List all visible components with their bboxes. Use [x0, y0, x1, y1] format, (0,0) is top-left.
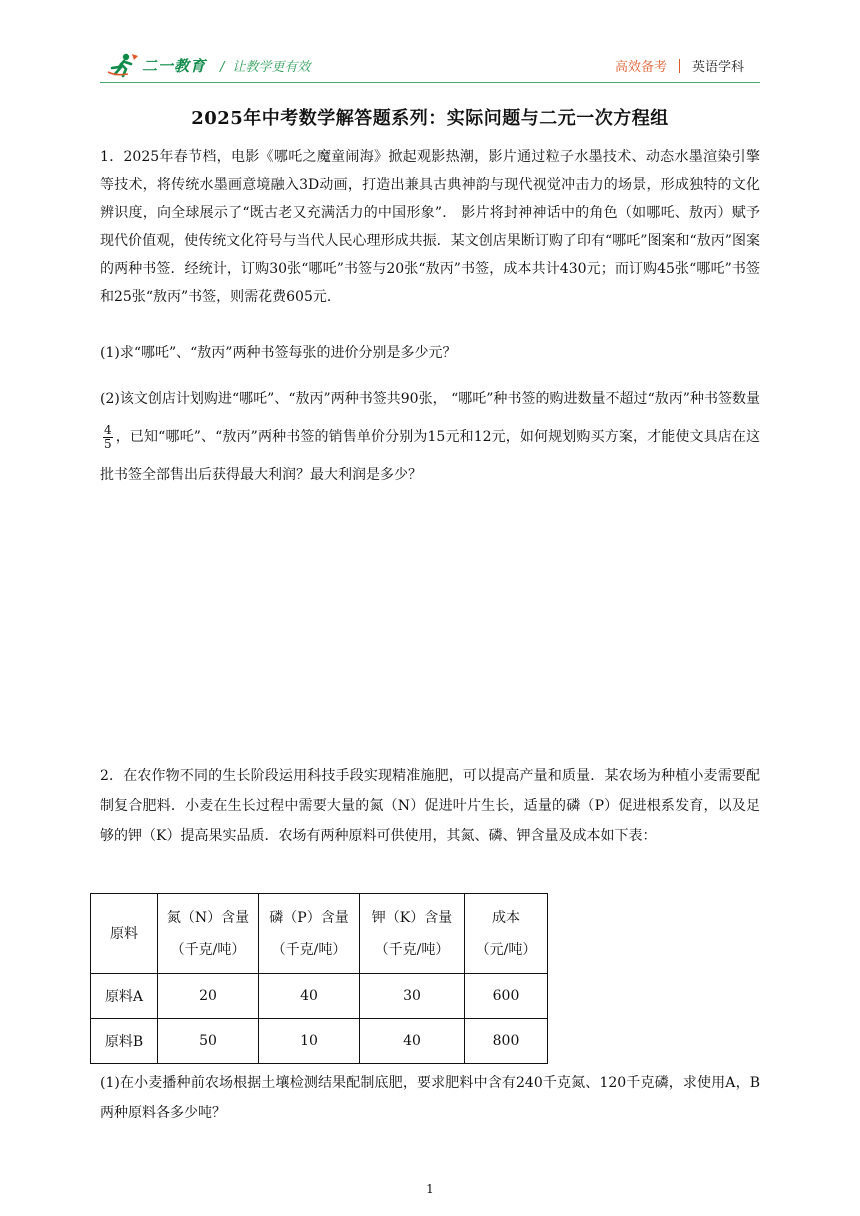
header-potassium: 钾（K）含量: [371, 909, 453, 926]
table-cell: 50: [158, 1019, 259, 1064]
running-man-logo-icon: [106, 52, 140, 78]
page-number: 1: [426, 1182, 434, 1196]
question-2-intro: 2．在农作物不同的生长阶段运用科技手段实现精准施肥，可以提高产量和质量．某农场为种植小麦需要配制复合肥料．小麦在生长过程中需要大量的氮（N）促进叶片生长，适量的磷（P）促进根系发育，以及足够的钾（K）提高果实品质．农场有两种原料可供使用，其氮、磷、钾含量及成本如下表：: [100, 768, 760, 844]
table-header-cell: [158, 894, 259, 974]
question-2-part-1: (1)在小麦播种前农场根据土壤检测结果配制底肥，要求肥料中含有240千克氮、120千克磷，求使用A，B两种原料各多少吨？: [100, 1075, 760, 1121]
header-potassium-unit: （千克/吨）: [374, 941, 450, 958]
table-header-cell: [259, 894, 360, 974]
header-divider: [100, 82, 760, 83]
table-cell: 20: [158, 974, 259, 1019]
question-1-part-2: [100, 380, 760, 494]
table-cell: 10: [259, 1019, 360, 1064]
table-cell: 30: [360, 974, 465, 1019]
page-header: [100, 42, 760, 82]
header-nitrogen: 氮（N）含量: [166, 909, 250, 926]
slogan: [220, 56, 310, 75]
table-cell: 600: [465, 974, 548, 1019]
table-header-cell: [360, 894, 465, 974]
header-nitrogen-unit: （千克/吨）: [170, 941, 246, 958]
subject-tag: 英语学科: [691, 60, 744, 75]
header-cost-unit: （元/吨）: [475, 941, 537, 958]
header-cost: 成本: [492, 909, 520, 926]
header-material: 原料: [110, 925, 138, 942]
table-cell: 原料B: [91, 1019, 158, 1064]
page-title: 2025年中考数学解答题系列：实际问题与二元一次方程组: [191, 108, 669, 129]
header-phosphorus-unit: （千克/吨）: [271, 941, 347, 958]
table-cell: 40: [360, 1019, 465, 1064]
fertilizer-table: [90, 893, 548, 1064]
table-header-cell: [91, 894, 158, 974]
header-tags: [615, 56, 744, 75]
table-row: [91, 1019, 548, 1064]
logo: [106, 50, 206, 80]
logo-text: 二一教育: [142, 56, 207, 75]
tag-divider: [679, 59, 680, 73]
fraction-four-fifths: [103, 424, 113, 451]
header-phosphorus: 磷（P）含量: [269, 909, 349, 926]
question-1-intro: 1．2025年春节档，电影《哪吒之魔童闹海》掀起观影热潮，影片通过粒子水墨技术、动态水墨渲染引擎等技术，将传统水墨画意境融入3D动画，打造出兼具古典神韵与现代视觉冲击力的场景，形成独特的文化辨识度，向全球展示了“既古老又充满活力的中国形象”． 影片将封神神话中的角色（如哪吒、敖丙）赋予现代价值观，使传统文化符号与当代人民心理形成共振．某文创店果断订购了印有“哪吒”图案和“敖丙”图案的两种书签．经统计，订购30张“哪吒”书签与20张“敖丙”书签，成本共计430元；而订购45张“哪吒”书签和25张“敖丙”书签，则需花费605元．: [100, 149, 760, 305]
table-header-row: [91, 894, 548, 974]
table-header-cell: [465, 894, 548, 974]
table-cell: 800: [465, 1019, 548, 1064]
question-1-part-1: (1)求“哪吒”、“敖丙”两种书签每张的进价分别是多少元？: [100, 345, 457, 361]
exam-tag: 高效备考: [614, 60, 667, 75]
table-cell: 40: [259, 974, 360, 1019]
slash-separator: /: [220, 60, 225, 75]
question-1-part-2-start: (2)该文创店计划购进“哪吒”、“敖丙”两种书签共90张， “哪吒”种书签的购进数量不超过“敖丙”种书签数量: [100, 391, 760, 407]
question-1-part-2-end: ，已知“哪吒”、“敖丙”两种书签的销售单价分别为15元和12元，如何规划购买方案，才能使文具店在这批书签全部售出后获得最大利润？最大利润是多少？: [100, 429, 760, 483]
fraction-numerator: 4: [104, 422, 112, 437]
table-cell: 原料A: [91, 974, 158, 1019]
fraction-denominator: 5: [104, 436, 112, 451]
table-row: [91, 974, 548, 1019]
slogan-text: 让教学更有效: [232, 60, 311, 75]
